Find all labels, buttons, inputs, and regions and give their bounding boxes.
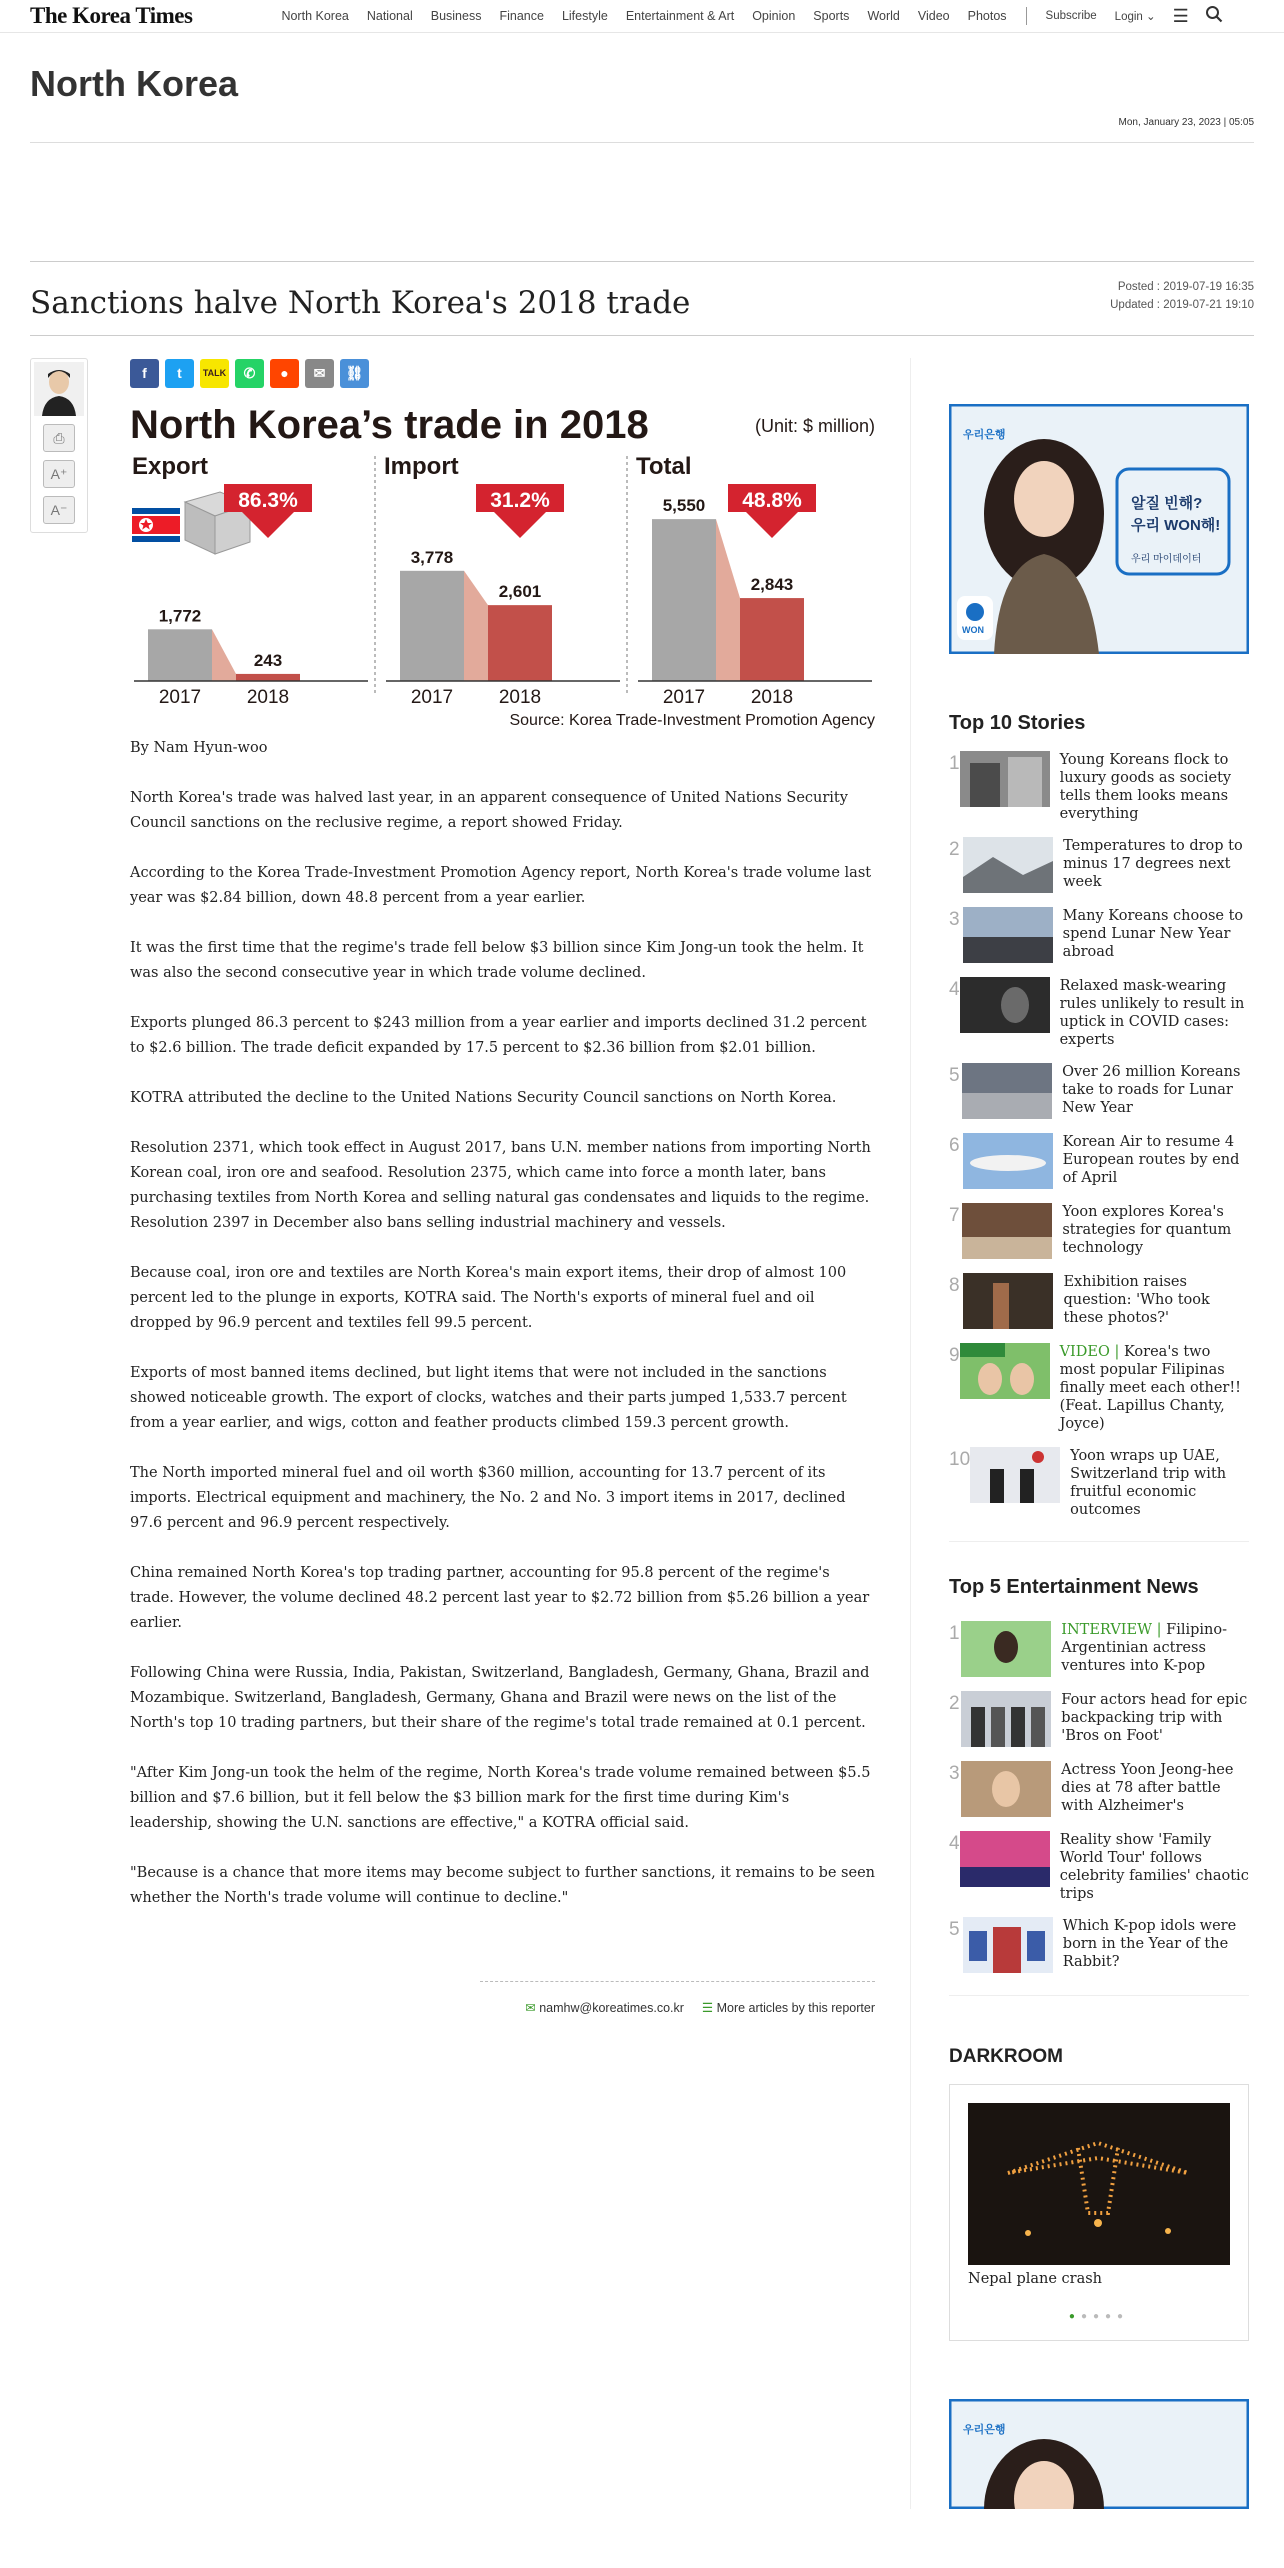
story-title[interactable]: Relaxed mask-wearing rules unlikely to result in uptick in COVID cases: experts [1059,978,1245,1048]
byline: By Nam Hyun-woo [130,740,268,756]
story-thumbnail[interactable] [963,1273,1053,1329]
nav-entertainment[interactable]: Entertainment & Art [625,9,735,23]
subscribe-link[interactable]: Subscribe [1045,10,1097,22]
advertisement[interactable] [949,404,1249,654]
main-nav [272,5,1230,28]
story-rank: 9 [949,1345,960,1366]
story-thumbnail[interactable] [960,1831,1050,1887]
ad-brand: 우리은행 [963,2424,1006,2436]
chart-unit: (Unit: $ million) [754,416,875,436]
story-thumbnail[interactable] [960,751,1050,807]
story-thumbnail[interactable] [962,1203,1052,1259]
story-rank: 4 [949,1833,960,1854]
story-rank: 8 [949,1275,960,1296]
story-thumbnail[interactable] [961,1691,1051,1747]
email-icon[interactable]: ✉ [305,359,334,388]
chart-change-label: 86.3% [238,489,298,512]
article-paragraph: Exports of most banned items declined, but light items that were not included in the sanctions showed noticeable growth. The export of clocks, watches and their parts jumped 1,533.7 percent from a year earlier, and wigs, cotton and feather products climbed 159.3 percent growth. [130,1365,847,1431]
ad-brand: 우리은행 [963,429,1006,441]
ent-story-item[interactable] [949,1615,1249,1685]
chart-category-label: 2018 [750,687,794,708]
ent-story-item[interactable] [949,1911,1249,1981]
story-rank: 6 [949,1135,960,1156]
chart-change-shade [212,629,236,681]
reporter-links [480,1981,875,2015]
article-paragraph: According to the Korea Trade-Investment Promotion Agency report, North Korea's trade volume last year was $2.84 billion, down 48.8 percent from a year earlier. [130,865,872,906]
chart-value-label: 1,772 [158,606,202,626]
story-thumbnail[interactable] [963,1133,1053,1189]
sidebar [949,358,1249,2509]
nav-opinion[interactable]: Opinion [752,9,796,23]
article-paragraph: North Korea's trade was halved last year, in an apparent consequence of United Nations Security Council sanctions on the reclusive regime, a report showed Friday. [130,790,848,831]
article-column [30,358,911,2509]
divider [949,1995,1249,1996]
top-story-item[interactable] [949,971,1249,1057]
article-paragraph: "Because is a chance that more items may become subject to further sanctions, it remains to be seen whether the North's trade volume will continue to decline." [130,1865,875,1906]
carousel-dot-active[interactable]: ● [1068,2311,1081,2322]
chart-category-label: 2017 [662,687,706,708]
article-paragraph: KOTRA attributed the decline to the United Nations Security Council sanctions on North Korea. [130,1090,837,1106]
chart-value-label: 2,843 [750,575,794,595]
updated-date: Updated : 2019-07-21 19:10 [1110,299,1254,311]
story-thumbnail[interactable] [962,1063,1052,1119]
top-story-item[interactable] [949,1441,1249,1527]
whatsapp-icon[interactable]: ✆ [235,359,264,388]
login-link[interactable]: Login ⌄ [1114,11,1156,23]
story-thumbnail[interactable] [963,907,1053,963]
story-thumbnail[interactable] [970,1447,1060,1503]
chart-bar-2018 [740,598,804,681]
story-title[interactable]: Exhibition raises question: 'Who took these photos?' [1063,1274,1210,1326]
chart-change-label: 31.2% [490,489,550,512]
story-thumbnail[interactable] [963,837,1053,893]
ad-tagline: 우리 마이데이터 [1131,554,1202,565]
chart-value-label: 243 [253,650,283,670]
trade-chart-svg [130,396,875,736]
darkroom-photo[interactable] [968,2103,1230,2265]
story-title[interactable]: Over 26 million Koreans take to roads for Lunar New Year [1062,1064,1241,1116]
nav-finance[interactable]: Finance [499,9,544,23]
author-tools [30,358,88,533]
chart-change-label: 48.8% [742,489,802,512]
share-bar [130,358,875,388]
entertainment-title: Top 5 Entertainment News [949,1576,1199,1598]
headline-row [30,261,1254,336]
story-rank: 5 [949,1065,960,1086]
story-rank: 1 [949,753,960,774]
story-thumbnail[interactable] [961,1621,1051,1677]
print-button[interactable]: ⎙ [43,424,75,452]
article-paragraph: Because coal, iron ore and textiles are North Korea's main export items, their drop of almost 100 percent led to the plunge in exports, KOTRA said. The North's exports of mineral fuel and oil dropped by 96.9 percent and textiles fell 99.5 percent. [130,1265,847,1331]
story-title[interactable] [1060,1343,1249,1433]
chart-value-label: 5,550 [662,496,706,516]
story-title-text: Filipino-Argentinian actress ventures into K-pop [1061,1622,1228,1674]
nav-photos[interactable]: Photos [967,9,1007,23]
story-title[interactable]: Korean Air to resume 4 European routes by end of April [1062,1134,1240,1186]
nav-video[interactable]: Video [917,9,950,23]
current-date: Mon, January 23, 2023 | 05:05 [1118,117,1254,128]
chart-bar-2017 [400,571,464,681]
story-rank: 3 [949,1763,960,1784]
divider [949,1541,1249,1542]
nav-lifestyle[interactable]: Lifestyle [561,9,608,23]
link-icon[interactable]: ⛓ [340,359,369,388]
tag-separator: | [1152,1622,1167,1638]
chart-source: Source: Korea Trade-Investment Promotion Agency [509,712,875,729]
ad-slogan: 알질 빈해? [1131,495,1203,512]
top10-title: Top 10 Stories [949,712,1086,734]
chart-bar-2017 [652,519,716,681]
article-paragraph: Resolution 2371, which took effect in August 2017, bans U.N. member nations from importing North Korean coal, iron ore and seafood. Resolution 2375, which came into force a month later, bans purchasing textiles from North Korea and selling natural gas condensates and liquids to the regime. Resolution 2397 in December also bans selling industrial machinery and vessels. [130,1140,871,1231]
top-story-item[interactable] [949,901,1249,971]
article-paragraph: Exports plunged 86.3 percent to $243 million from a year earlier and imports declined 31.2 percent to $2.6 billion. The trade deficit expanded by 17.5 percent to $2.36 billion from $2.01 billion. [130,1015,867,1056]
reporter-email-link[interactable] [525,2000,684,2015]
story-title[interactable]: Many Koreans choose to spend Lunar New Year abroad [1062,908,1244,960]
story-rank: 5 [949,1919,960,1940]
story-rank: 7 [949,1205,960,1226]
story-rank: 2 [949,839,960,860]
chart-bar-2018 [488,605,552,681]
menu-icon[interactable]: ☰ [1172,5,1189,26]
chart-bar-2018 [236,674,300,681]
section-title: North Korea [30,63,239,104]
story-rank: 10 [949,1449,971,1470]
article-paragraph: China remained North Korea's top trading partner, accounting for 95.8 percent of the regime's trade. However, the volume declined 48.2 percent last year to $2.72 billion from $5.26 billion a year earlier. [130,1565,870,1631]
chart-change-shade [464,571,488,681]
author-avatar[interactable] [34,362,84,416]
article-paragraph: It was the first time that the regime's trade fell below $3 billion since Kim Jong-un took the helm. It was also the second consecutive year in which trade volume declined. [130,940,864,981]
video-tag: VIDEO [1059,1344,1110,1360]
top-story-item[interactable] [949,745,1249,831]
story-title[interactable]: Temperatures to drop to minus 17 degrees next week [1063,838,1243,890]
chart-group-label: Total [636,453,692,480]
twitter-icon[interactable]: t [165,359,194,388]
article-paragraph: "After Kim Jong-un took the helm of the regime, North Korea's trade volume remained between $5.5 billion and $7.6 billion, but it fell below the $3 billion mark for the first time during Kim's leadership, showing the U.N. sanctions are effective," a KOTRA official said. [130,1765,871,1831]
top-story-item[interactable] [949,1267,1249,1337]
story-title[interactable]: Young Koreans flock to luxury goods as society tells them looks means everything [1059,752,1232,822]
story-title[interactable]: Yoon explores Korea's strategies for quantum technology [1062,1204,1232,1256]
article-paragraph: Following China were Russia, India, Pakistan, Switzerland, Bangladesh, Germany, Ghana, Brazil and Mozambique. Switzerland, Bangladesh, Germany, Ghana and Brazil were news on the list of the North's top 10 trading partners, but their share of the regime's total trade remained at 0.1 percent. [130,1665,870,1731]
story-title[interactable] [1061,1621,1249,1675]
ent-story-item[interactable] [949,1825,1249,1911]
chart-group-label: Export [132,453,209,480]
top10-list [949,745,1249,1527]
envelope-icon: ✉ [525,2001,540,2015]
top-story-item[interactable] [949,1337,1249,1441]
article-body [130,358,875,2015]
nav-sports[interactable]: Sports [813,9,850,23]
article-paragraph: The North imported mineral fuel and oil worth $360 million, accounting for 13.7 percent of its imports. Electrical equipment and machinery, the No. 2 and No. 3 import items in 2017, declined 97.6 percent and 96.9 percent respectively. [130,1465,846,1531]
article-text [130,736,875,1911]
more-articles-link[interactable] [702,2000,875,2015]
story-thumbnail[interactable] [960,977,1050,1033]
story-thumbnail[interactable] [960,1343,1050,1399]
font-decrease-button[interactable]: A⁻ [43,496,75,524]
site-logo[interactable]: The Korea Times [30,3,193,28]
ad-slogan: 우리 WON해! [1131,517,1221,534]
north-korea-flag-icon [132,508,180,542]
top-story-item[interactable] [949,1127,1249,1197]
ad-logo: WON [962,625,984,635]
nav-divider [1026,7,1027,25]
story-thumbnail[interactable] [961,1761,1051,1817]
article-timestamps [1110,278,1254,314]
ent-story-item[interactable] [949,1755,1249,1825]
story-rank: 2 [949,1693,960,1714]
top-bar [0,0,1284,33]
reporter-email: namhw@koreatimes.co.kr [539,2001,684,2015]
bottom-advertisement[interactable] [949,2399,1249,2509]
list-icon: ☰ [701,2001,717,2015]
article-headline: Sanctions halve North Korea's 2018 trade [30,285,691,321]
story-title-text: Korea's two most popular Filipinas finally meet each other!! (Feat. Lapillus Chanty, Joyce) [1059,1344,1242,1432]
font-increase-button[interactable]: A⁺ [43,460,75,488]
kakaotalk-icon[interactable]: TALK [200,359,229,388]
posted-date: Posted : 2019-07-19 16:35 [1117,281,1254,293]
chart-category-label: 2018 [498,687,542,708]
more-articles-label: More articles by this reporter [716,2001,875,2015]
top-story-item[interactable] [949,1197,1249,1267]
story-rank: 1 [949,1623,960,1644]
darkroom-caption[interactable]: Nepal plane crash [968,2271,1103,2287]
nav-world[interactable]: World [867,9,900,23]
ad-space [30,143,1254,261]
chart-value-label: 2,601 [498,582,542,602]
chart-title: North Korea’s trade in 2018 [130,403,649,447]
chart-category-label: 2018 [246,687,290,708]
story-rank: 4 [949,979,960,1000]
interview-tag: INTERVIEW [1061,1622,1153,1638]
story-title[interactable]: Yoon wraps up UAE, Switzerland trip with fruitful economic outcomes [1070,1448,1227,1518]
facebook-icon[interactable]: f [130,359,159,388]
chart-category-label: 2017 [410,687,454,708]
story-title[interactable]: Which K-pop idols were born in the Year of the Rabbit? [1062,1918,1237,1970]
nav-north-korea[interactable]: North Korea [281,9,349,23]
story-title[interactable]: Four actors head for epic backpacking trip with 'Bros on Foot' [1061,1692,1248,1744]
story-rank: 3 [949,909,960,930]
search-icon[interactable] [1197,5,1231,28]
darkroom-carousel[interactable] [949,2084,1249,2341]
ent-story-item[interactable] [949,1685,1249,1755]
chart-value-label: 3,778 [410,547,454,567]
top-story-item[interactable] [949,1057,1249,1127]
chart-bar-2017 [148,629,212,681]
top-story-item[interactable] [949,831,1249,901]
carousel-dots[interactable]: ●●●●● [1068,2311,1130,2322]
story-title[interactable]: Reality show 'Family World Tour' follows celebrity families' chaotic trips [1059,1832,1249,1902]
chart-change-shade [716,519,740,681]
story-thumbnail[interactable] [963,1917,1053,1973]
story-title[interactable]: Actress Yoon Jeong-hee dies at 78 after battle with Alzheimer's [1061,1762,1234,1814]
reddit-icon[interactable]: ● [270,359,299,388]
entertainment-list [949,1615,1249,1981]
nav-national[interactable]: National [366,9,413,23]
trade-chart [130,396,875,736]
darkroom-title: DARKROOM [949,2046,1063,2067]
nav-business[interactable]: Business [430,9,482,23]
tag-separator: | [1109,1344,1124,1360]
chart-category-label: 2017 [158,687,202,708]
chart-group-label: Import [384,453,459,480]
